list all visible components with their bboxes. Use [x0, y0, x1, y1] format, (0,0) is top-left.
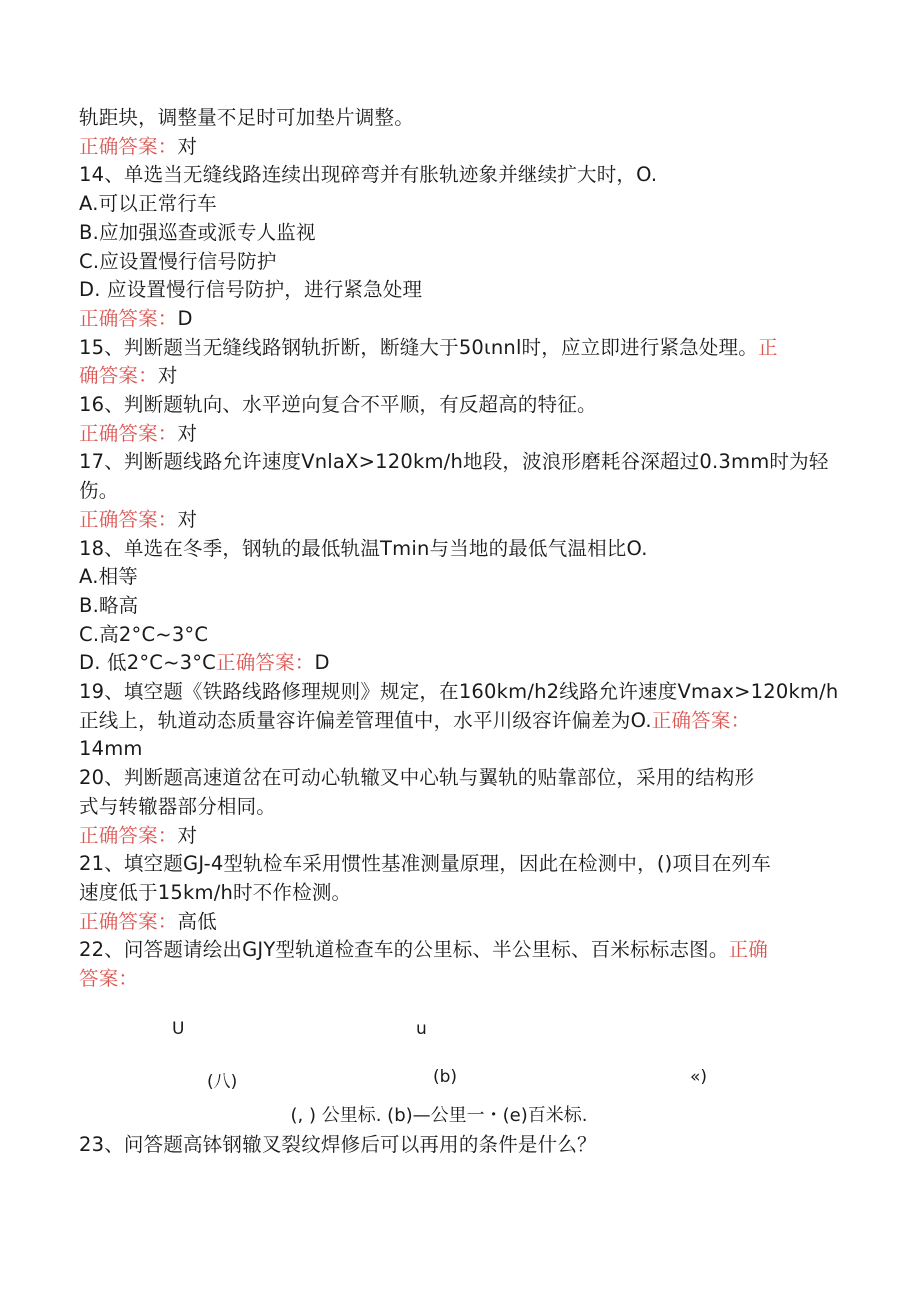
- answer-line: [79, 305, 839, 334]
- question-text: 15、判断题当无缝线路钢轨折断，断缝大于50ιnnl时，应立即进行紧急处理。: [79, 335, 758, 359]
- option-a: A.相等: [79, 565, 138, 589]
- text-line: [79, 707, 839, 736]
- figure-caption: (, ) 公里标. (b)—公里一・(e)百米标.: [290, 1104, 588, 1126]
- answer-label: 正确答案：: [651, 708, 751, 732]
- answer-label: 正确: [728, 938, 768, 962]
- answer-label: 正确答案：: [79, 134, 178, 158]
- option-c: C.高2°C~3°C: [79, 622, 209, 646]
- text-line: 式与转辙器部分相同。: [79, 794, 277, 818]
- question-15: [79, 334, 839, 363]
- answer-label: 正: [757, 335, 778, 359]
- question-17: 17、判断题线路允许速度VnlaX>120km∕h地段，波浪形磨耗谷深超过0.3mm时为轻: [79, 450, 829, 474]
- answer-value: D: [177, 306, 193, 330]
- answer-value: 对: [177, 421, 198, 445]
- question-14: 14、单选当无缝线路连续出现碎弯并有胀轨迹象并继续扩大时，O.: [79, 163, 658, 187]
- figure-label-c: «): [690, 1066, 708, 1087]
- option-text: D. 低2°C~3°C: [79, 651, 216, 675]
- answer-line: [79, 133, 839, 162]
- answer-value: 对: [177, 823, 198, 847]
- answer-label: 确答案：: [79, 364, 158, 388]
- answer-value: 对: [177, 507, 198, 531]
- option-a: A.可以正常行车: [79, 192, 217, 216]
- text-line: 速度低于15km∕h时不作检测。: [79, 880, 352, 904]
- option-b: B.略高: [79, 593, 139, 617]
- answer-label: 正确答案：: [79, 507, 178, 531]
- question-text: 22、问答题请绘出GJY型轨道检查车的公里标、半公里标、百米标标志图。: [79, 938, 729, 962]
- option-d: D. 应设置慢行信号防护，进行紧急处理: [79, 278, 423, 302]
- option-d: [79, 649, 839, 678]
- answer-value: 对: [177, 134, 198, 158]
- question-20: 20、判断题高速道岔在可动心轨辙叉中心轨与翼轨的贴靠部位，采用的结构形: [79, 766, 755, 790]
- text-line: 轨距块，调整量不足时可加垫片调整。: [79, 106, 414, 129]
- answer-value: D: [314, 651, 330, 675]
- answer-label: 答案：: [79, 967, 139, 991]
- question-text: 正线上，轨道动态质量容许偏差管理值中，水平川级容许偏差为O.: [79, 708, 652, 732]
- option-c: C.应设置慢行信号防护: [79, 249, 277, 273]
- option-b: B.应加强巡查或派专人监视: [79, 220, 316, 244]
- answer-value: 对: [157, 364, 178, 388]
- text-line: 伤。: [79, 479, 119, 503]
- answer-line: [79, 822, 839, 851]
- answer-value: 14mm: [79, 737, 143, 761]
- figure-label-b: (b): [433, 1066, 458, 1087]
- answer-line: [79, 362, 839, 391]
- marker-symbol-a: U: [172, 1018, 185, 1039]
- marker-symbol-b: u: [416, 1018, 427, 1039]
- answer-label: 正确答案：: [79, 823, 178, 847]
- answer-value: 高低: [177, 909, 217, 933]
- question-16: 16、判断题轨向、水平逆向复合不平顺，有反超高的特征。: [79, 393, 597, 417]
- question-19: 19、填空题《铁路线路修理规则》规定，在160km∕h2线路允许速度Vmax>120km∕h: [79, 680, 839, 704]
- answer-label: 正确答案：: [216, 651, 315, 675]
- answer-line: [79, 420, 839, 449]
- answer-label: 正确答案：: [79, 306, 178, 330]
- question-18: 18、单选在冬季，钢轨的最低轨温Tmin与当地的最低气温相比O.: [79, 536, 648, 560]
- question-22: [79, 936, 839, 965]
- answer-label: 正确答案：: [79, 421, 178, 445]
- answer-label: 正确答案：: [79, 909, 178, 933]
- answer-line: [79, 506, 839, 535]
- question-23: 23、问答题高钵钢辙叉裂纹焊修后可以再用的条件是什么？: [79, 1132, 597, 1156]
- document-page: [79, 104, 839, 1159]
- answer-line: [79, 908, 839, 937]
- marker-figure: [79, 994, 839, 1102]
- figure-label-a: (八): [207, 1071, 238, 1092]
- question-21: 21、填空题GJ-4型轨检车采用惯性基准测量原理，因此在检测中，()项目在列车: [79, 852, 771, 876]
